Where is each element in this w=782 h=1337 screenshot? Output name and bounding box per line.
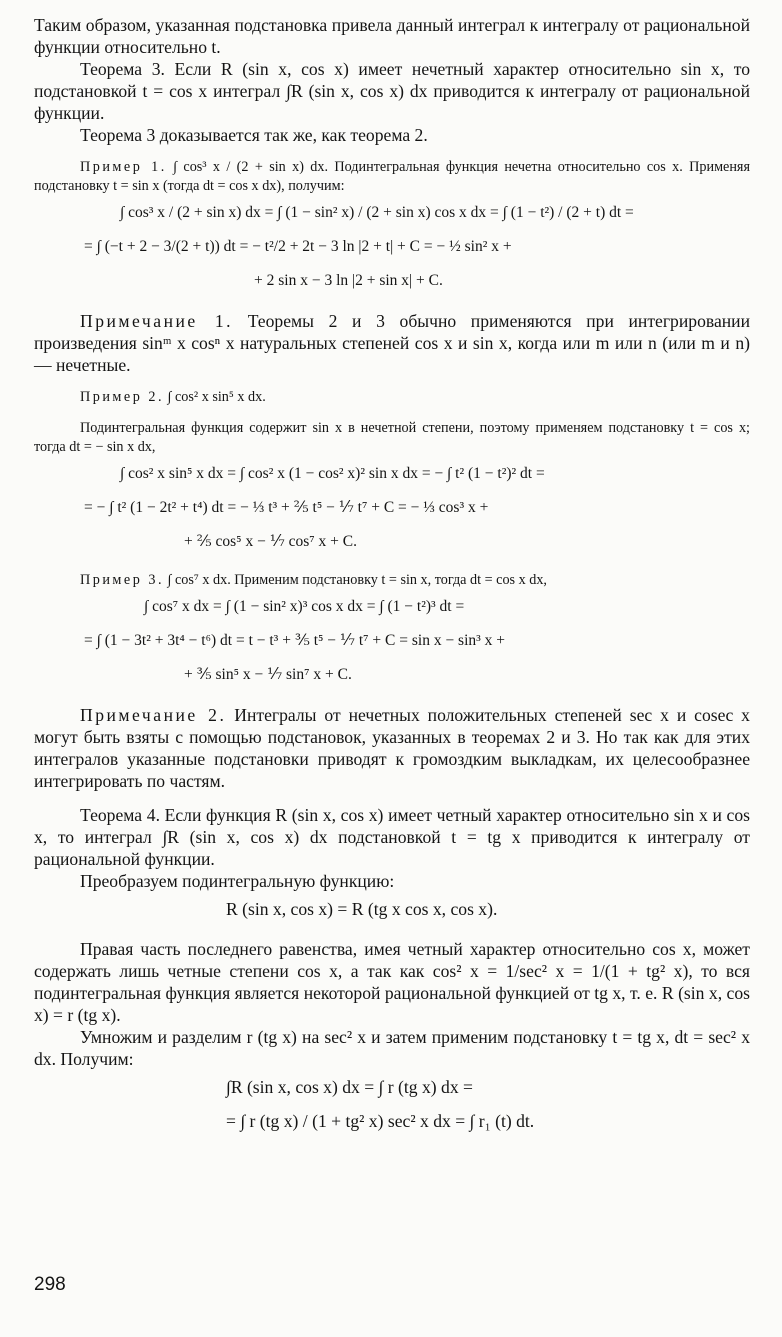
- note-1-label: Примечание 1.: [80, 311, 234, 331]
- paragraph-multiply: Умножим и разделим r (tg x) на sec² x и затем применим подстановку t = tg x, dt = sec² x dx. Получим:: [34, 1027, 750, 1069]
- note-2-label: Примечание 2.: [80, 705, 227, 725]
- example-2-integral: ∫ cos² x sin⁵ x dx.: [167, 389, 266, 405]
- note-2: [34, 704, 750, 792]
- final-equation-1: ∫R (sin x, cos x) dx = ∫ r (tg x) dx =: [226, 1077, 473, 1097]
- theorem-4-equation: R (sin x, cos x) = R (tg x cos x, cos x).: [226, 899, 498, 919]
- page-number: 298: [34, 1274, 66, 1295]
- example-2-label: Пример 2.: [80, 389, 164, 405]
- example-3-equation-3: + ⅗ sin⁵ x − ⅐ sin⁷ x + C.: [184, 666, 352, 683]
- example-1: [34, 158, 750, 196]
- theorem-3: Теорема 3. Если R (sin x, cos x) имеет нечетный характер относительно sin x, то подстановкой t = cos x интеграл ∫R (sin x, cos x) dx приводится к интегралу от рациональной функции.: [34, 59, 750, 123]
- example-3: [34, 571, 750, 590]
- example-3-equation-1: ∫ cos⁷ x dx = ∫ (1 − sin² x)³ cos x dx = ∫ (1 − t²)³ dt =: [144, 598, 465, 615]
- example-2-equation-3: + ⅖ cos⁵ x − ⅐ cos⁷ x + C.: [184, 533, 357, 550]
- theorem-4-transform: Преобразуем подинтегральную функцию:: [80, 871, 395, 891]
- example-2-text: Подинтегральная функция содержит sin x в нечетной степени, поэтому применяем подстановку t = cos x; тогда dt = − sin x dx,: [34, 420, 750, 455]
- theorem-4: Теорема 4. Если функция R (sin x, cos x) имеет четный характер относительно sin x и cos x, то интеграл ∫R (sin x, cos x) dx подстановкой t = tg x приводится к интегралу от рациональной функции.: [34, 805, 750, 869]
- note-2-text: Интегралы от нечетных положительных степеней sec x и cosec x могут быть взяты с помощью подстановок, указанных в теоремах 2 и 3. Но так как для этих интегралов указанные подстановки приводят к громоздким выкладкам, их целесообразнее интегрировать по частям.: [34, 705, 750, 791]
- example-1-text: ∫ cos³ x / (2 + sin x) dx. Подинтегральная функция нечетна относительно cos x. Применяя подстановку t = sin x (тогда dt = cos x dx), получим:: [34, 159, 750, 194]
- example-1-label: Пример 1.: [80, 159, 167, 175]
- theorem-3-proof: Теорема 3 доказывается так же, как теорема 2.: [80, 125, 428, 145]
- example-2-equation-2: = − ∫ t² (1 − 2t² + t⁴) dt = − ⅓ t³ + ⅖ t⁵ − ⅐ t⁷ + C = − ⅓ cos³ x +: [84, 499, 489, 516]
- example-1-equation-1: ∫ cos³ x / (2 + sin x) dx = ∫ (1 − sin² x) / (2 + sin x) cos x dx = ∫ (1 − t²) / (2 + t) dt =: [120, 204, 634, 221]
- example-1-equation-3: + 2 sin x − 3 ln |2 + sin x| + C.: [254, 272, 443, 289]
- paragraph-intro: Таким образом, указанная подстановка привела данный интеграл к интегралу от рациональной функции относительно t.: [34, 15, 750, 57]
- final-equation-2: = ∫ r (tg x) / (1 + tg² x) sec² x dx = ∫ r₁ (t) dt.: [226, 1111, 535, 1131]
- example-3-label: Пример 3.: [80, 572, 164, 588]
- example-3-text: ∫ cos⁷ x dx. Применим подстановку t = sin x, тогда dt = cos x dx,: [167, 572, 547, 588]
- paragraph-right-side: Правая часть последнего равенства, имея четный характер относительно cos x, может содержать лишь четные степени cos x, а так как cos² x = 1/sec² x = 1/(1 + tg² x), то вся подинтегральная функция является некоторой рациональной функцией от tg x, т. е. R (sin x, cos x) = r (tg x).: [34, 939, 750, 1025]
- example-2-heading: [34, 388, 750, 407]
- example-2-equation-1: ∫ cos² x sin⁵ x dx = ∫ cos² x (1 − cos² x)² sin x dx = − ∫ t² (1 − t²)² dt =: [120, 465, 545, 482]
- page-content: [34, 14, 750, 1138]
- note-1: [34, 310, 750, 376]
- example-3-equation-2: = ∫ (1 − 3t² + 3t⁴ − t⁶) dt = t − t³ + ⅗ t⁵ − ⅐ t⁷ + C = sin x − sin³ x +: [84, 632, 506, 649]
- example-1-equation-2: = ∫ (−t + 2 − 3/(2 + t)) dt = − t²/2 + 2t − 3 ln |2 + t| + C = − ½ sin² x +: [84, 238, 512, 255]
- note-1-text: Теоремы 2 и 3 обычно применяются при интегрировании произведения sinᵐ x cosⁿ x натуральных степеней cos x и sin x, когда или m или n (или m и n) — нечетные.: [34, 311, 750, 375]
